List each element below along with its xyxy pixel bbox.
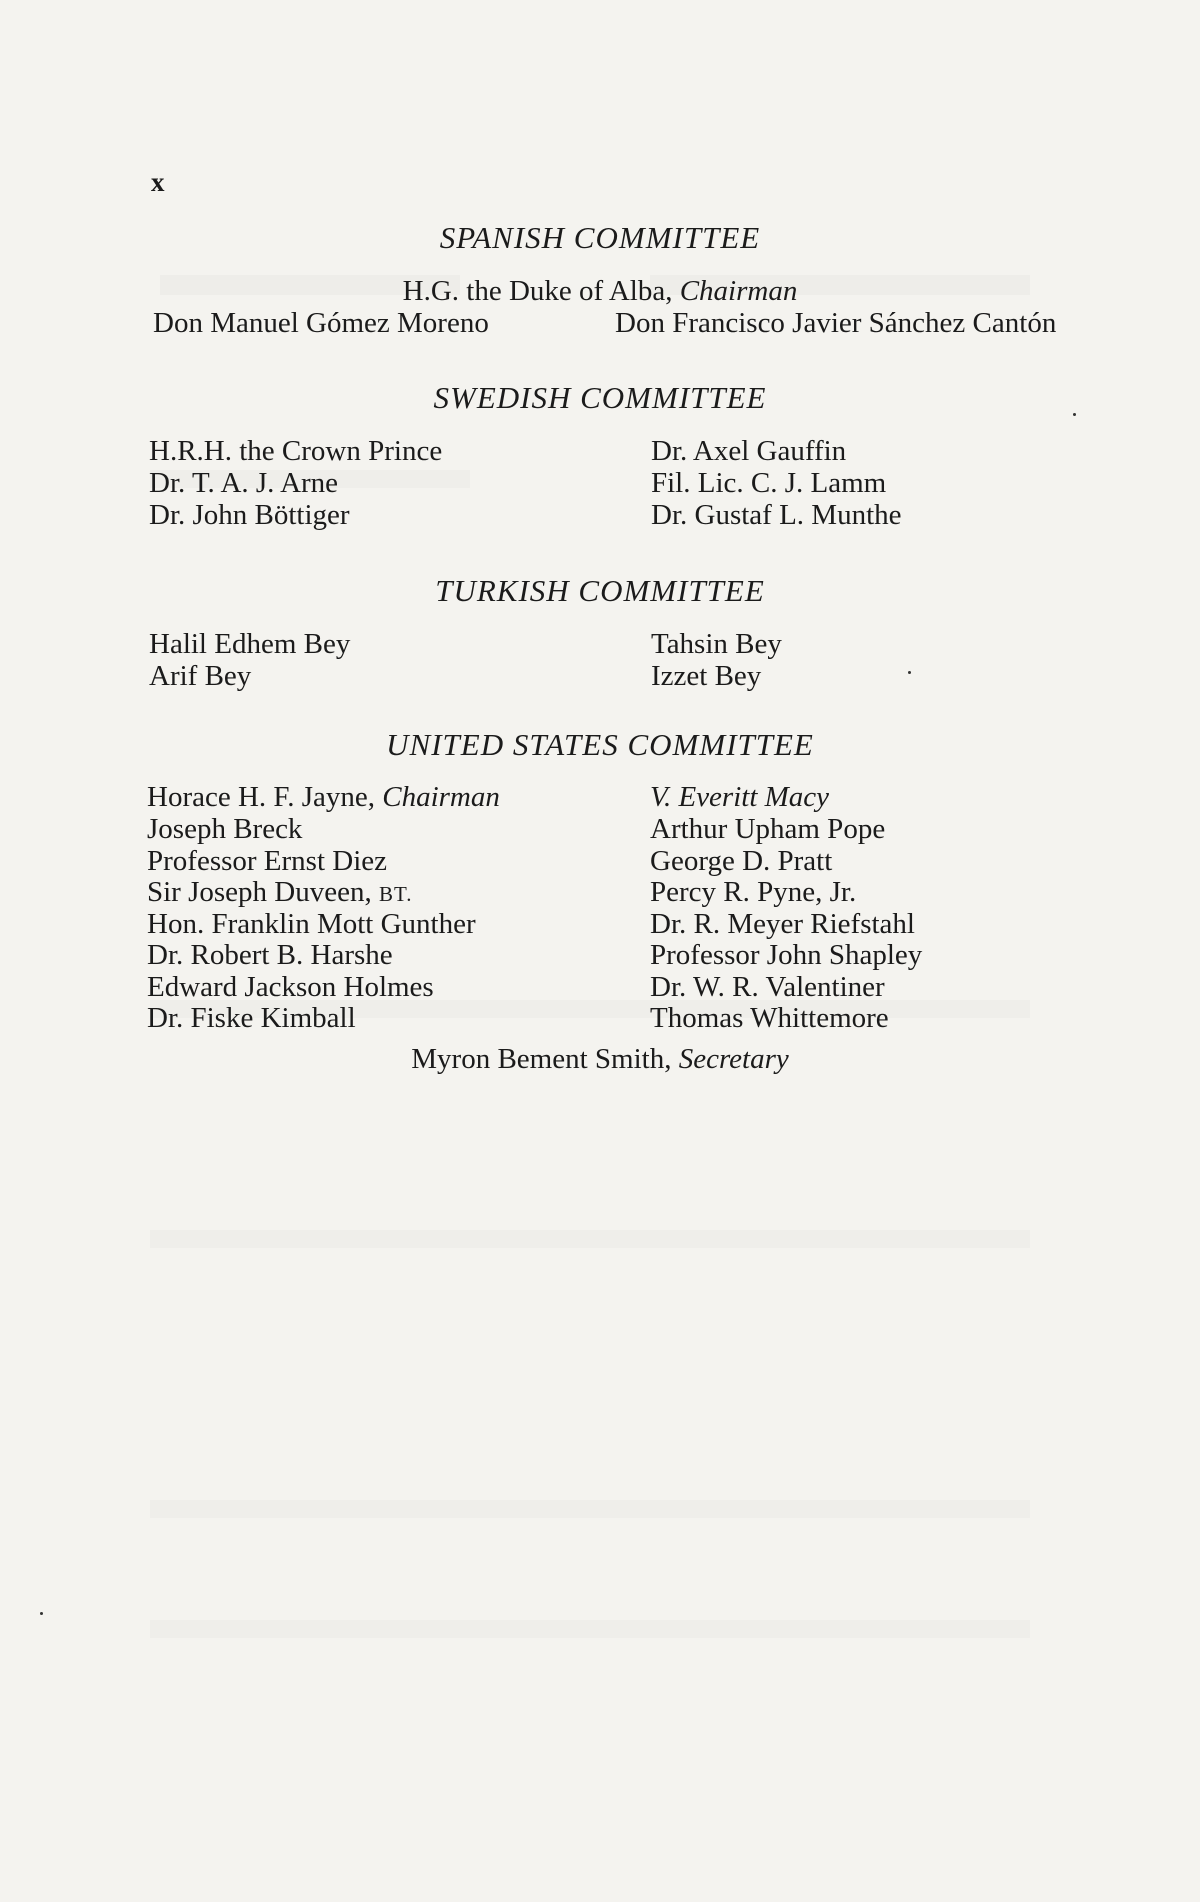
us-member-deceased: V. Everitt Macy [650, 781, 830, 813]
us-secretary-role: Secretary [678, 1043, 789, 1075]
us-secretary-name: Myron Bement Smith, [411, 1043, 672, 1075]
turkish-member: Arif Bey [149, 660, 252, 692]
us-member: Thomas Whittemore [650, 1002, 889, 1034]
swedish-member: Dr. Gustaf L. Munthe [651, 499, 902, 531]
us-member-name: Sir Joseph Duveen, [147, 876, 372, 908]
us-chairman-name: Horace H. F. Jayne, [147, 781, 375, 813]
us-member: Professor John Shapley [650, 939, 923, 971]
turkish-committee-heading: TURKISH COMMITTEE [435, 573, 765, 608]
us-secretary-line [0, 1045, 1200, 1074]
turkish-member: Tahsin Bey [651, 628, 782, 660]
us-member-duveen [147, 878, 413, 907]
us-member: George D. Pratt [650, 845, 833, 877]
spanish-member-right: Don Francisco Javier Sánchez Cantón [615, 307, 1057, 339]
us-member: Professor Ernst Diez [147, 845, 388, 877]
spanish-committee-heading: SPANISH COMMITTEE [439, 220, 761, 255]
spanish-chairman-role: Chairman [679, 275, 798, 307]
paper-speck [40, 1612, 43, 1615]
us-member: Dr. Fiske Kimball [147, 1002, 356, 1034]
us-member: Hon. Franklin Mott Gunther [147, 908, 476, 940]
paper-speck [908, 671, 911, 674]
turkish-member: Halil Edhem Bey [149, 628, 351, 660]
page-number: x [151, 167, 165, 197]
swedish-member: Dr. T. A. J. Arne [149, 467, 339, 499]
spanish-chairman-name: H.G. the Duke of Alba, [402, 275, 673, 307]
spanish-member-left: Don Manuel Gómez Moreno [153, 307, 489, 339]
us-member: Joseph Breck [147, 813, 303, 845]
swedish-member: Dr. John Böttiger [149, 499, 350, 531]
us-committee-heading: UNITED STATES COMMITTEE [386, 727, 814, 762]
us-member: Dr. W. R. Valentiner [650, 971, 885, 1003]
us-member-suffix: BT. [378, 882, 413, 906]
us-member: Arthur Upham Pope [650, 813, 886, 845]
swedish-member: H.R.H. the Crown Prince [149, 435, 443, 467]
us-chairman-role: Chairman [382, 781, 500, 813]
us-chairman-line [147, 783, 500, 812]
us-member: Dr. R. Meyer Riefstahl [650, 908, 915, 940]
swedish-member: Dr. Axel Gauffin [651, 435, 847, 467]
turkish-member: Izzet Bey [651, 660, 762, 692]
swedish-member: Fil. Lic. C. J. Lamm [651, 467, 887, 499]
us-member: Edward Jackson Holmes [147, 971, 434, 1003]
us-member: Percy R. Pyne, Jr. [650, 876, 857, 908]
paper-speck [1073, 413, 1076, 416]
us-member: Dr. Robert B. Harshe [147, 939, 393, 971]
swedish-committee-heading: SWEDISH COMMITTEE [433, 380, 767, 415]
spanish-chairman-line [0, 277, 1200, 306]
